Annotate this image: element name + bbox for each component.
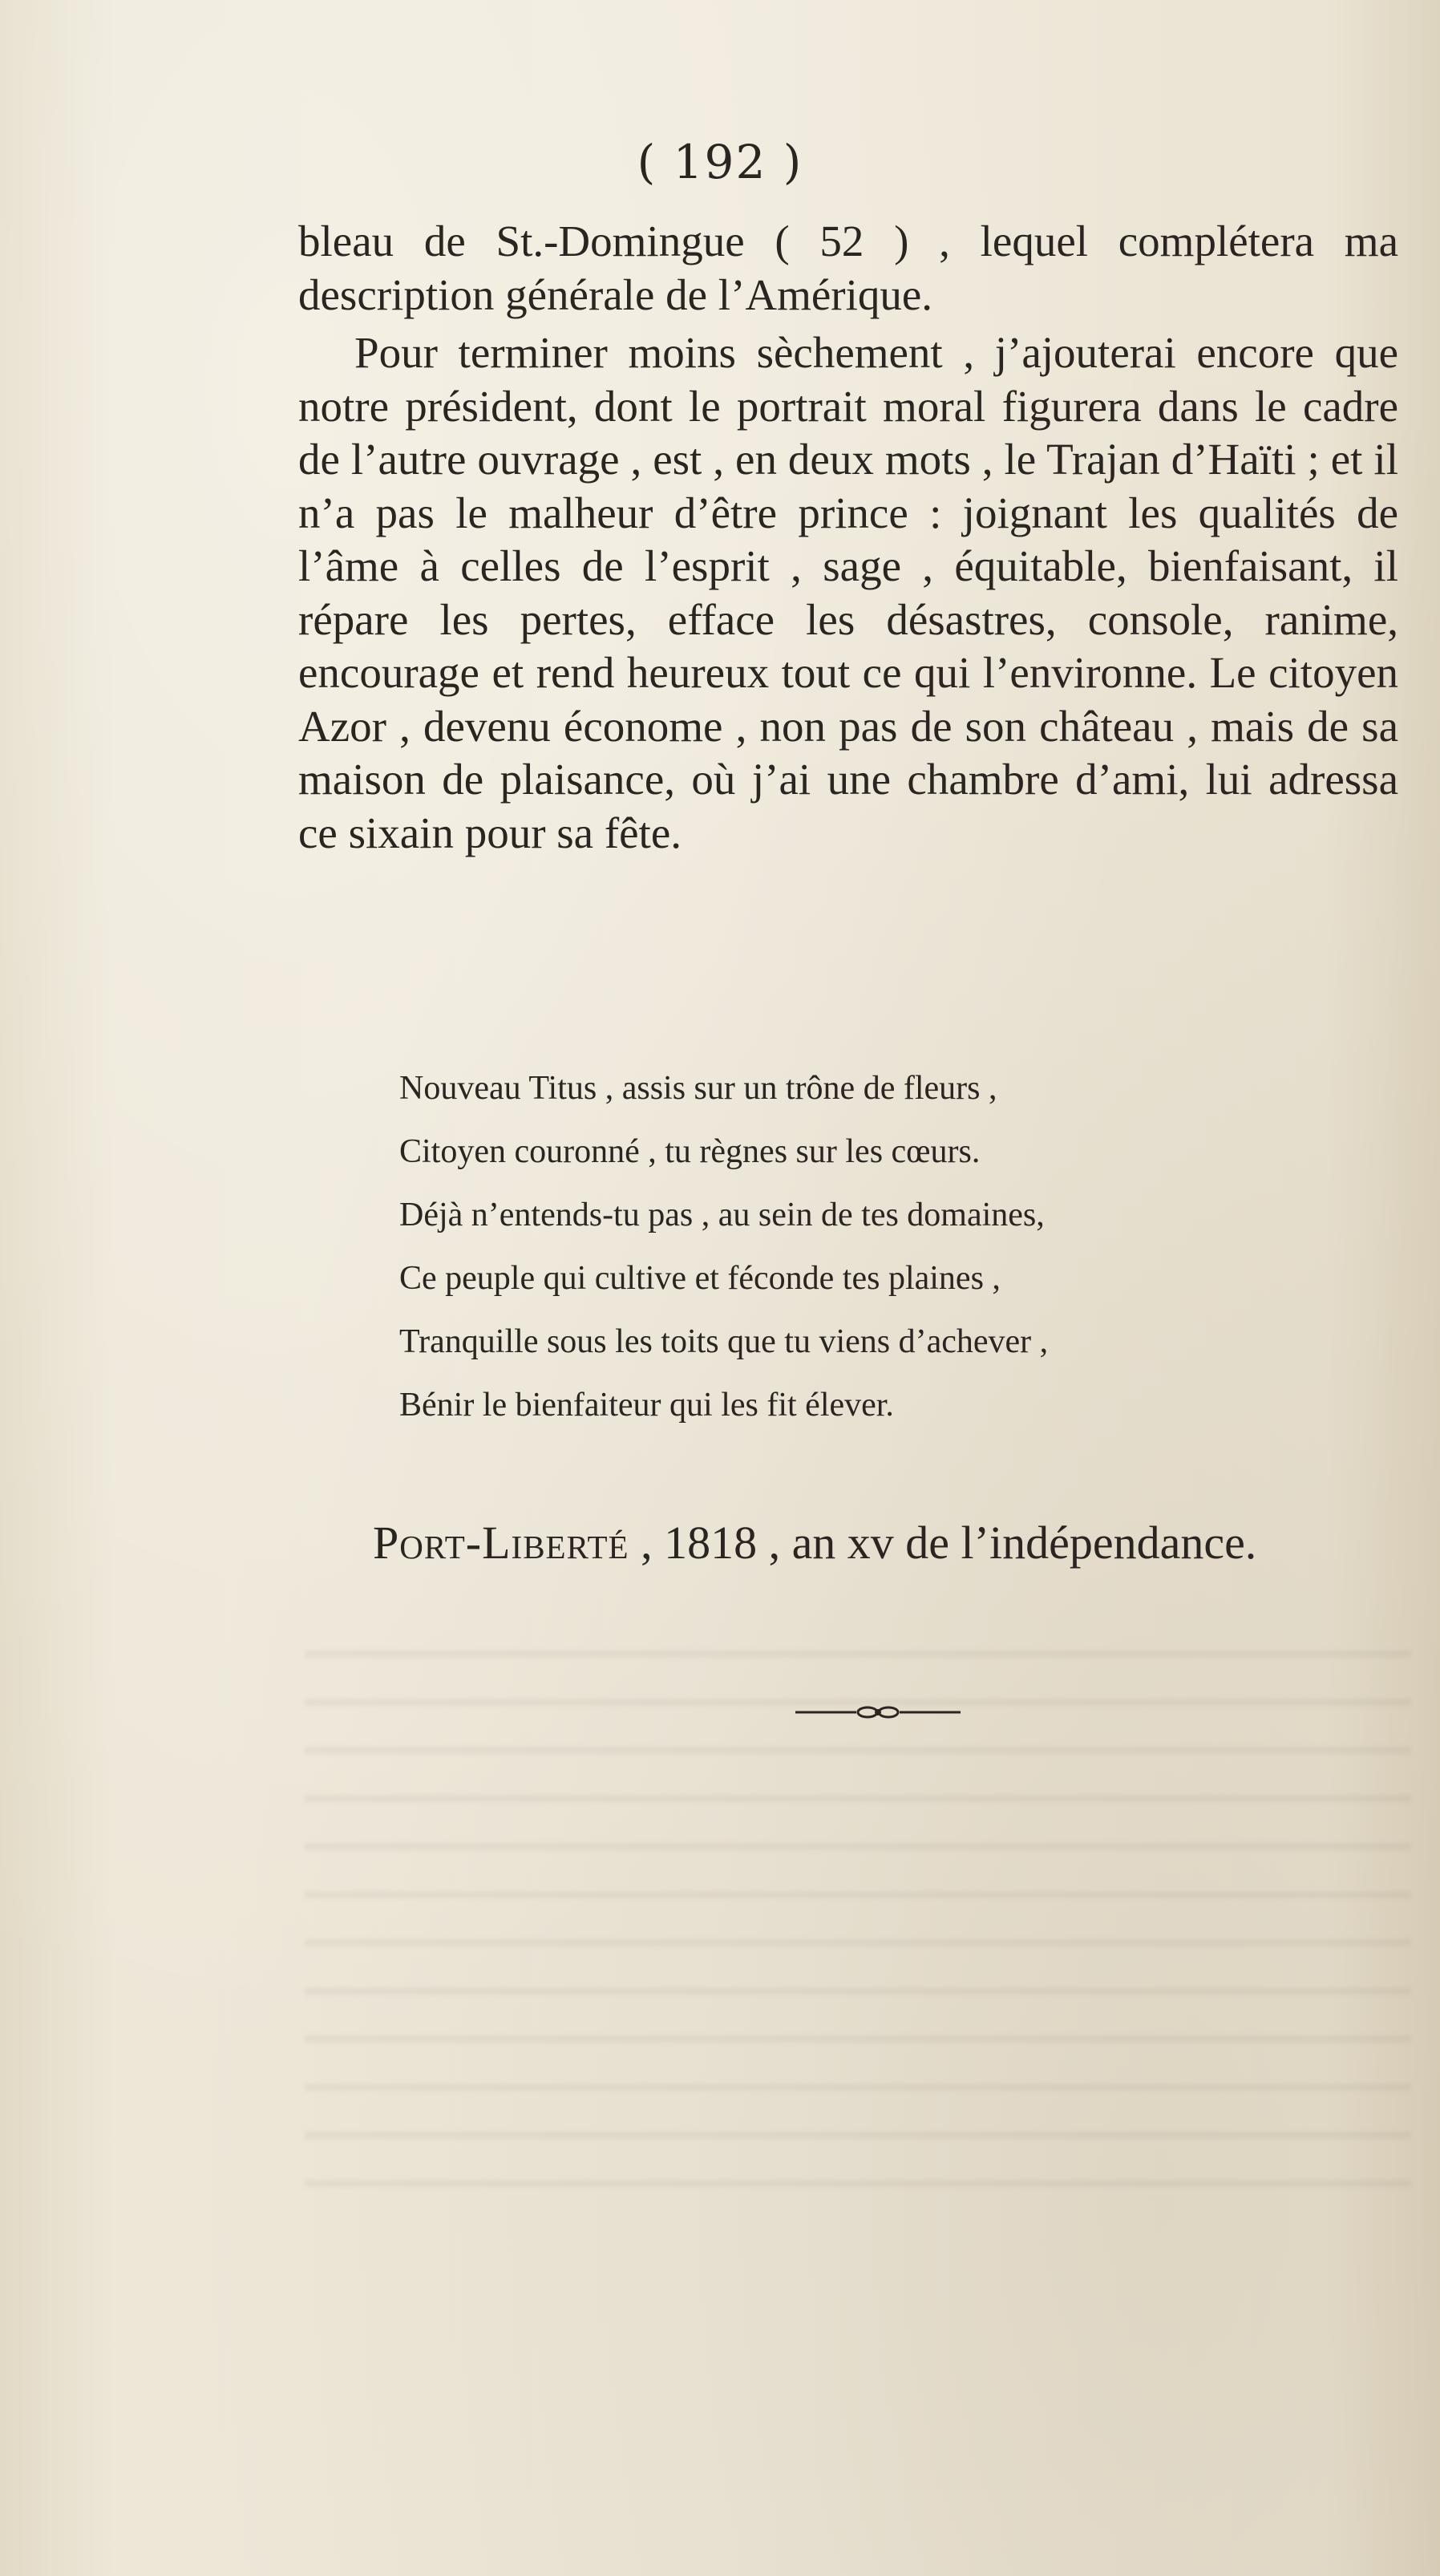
poem-sixain [399, 1057, 1361, 1437]
poem-line: Citoyen couronné , tu règnes sur les cœurs. [399, 1133, 981, 1170]
dateline-place: Port-Liberté [373, 1517, 629, 1569]
poem-line: Ce peuple qui cultive et féconde tes plaines , [399, 1260, 1001, 1297]
paragraph-main: Pour terminer moins sèchement , j’ajouterai encore que notre président, dont le portrait moral figurera dans le cadre de l’autre ouvrage , est , en deux mots , le Trajan d’Haïti ; et il n’a pas le malheur d’être prince : joignant les qualités de l’âme à celles de l’esprit , sage , équitable, bienfaisant, il répare les pertes, efface les désastres, console, ranime, encourage et rend heureux tout ce qui l’environne. Le citoyen Azor , devenu économe , non pas de son château , mais de sa maison de plaisance, où j’ai une chambre d’ami, lui adressa ce sixain pour sa fête. [298, 328, 1398, 857]
paragraph-continuation: bleau de St.-Domingue ( 52 ) , lequel complétera ma description générale de l’Amérique. [298, 217, 1398, 319]
poem-line: Nouveau Titus , assis sur un trône de fleurs , [399, 1070, 997, 1107]
ornament-divider-icon [794, 1700, 962, 1724]
dateline-date: , 1818 , an xv de l’indépendance. [641, 1517, 1257, 1569]
prose-body [298, 215, 1398, 860]
page-number: ( 192 ) [637, 135, 803, 189]
dateline [373, 1516, 1407, 1569]
poem-line: Bénir le bienfaiteur qui les fit élever. [399, 1387, 894, 1424]
poem-line: Déjà n’entends-tu pas , au sein de tes domaines, [399, 1197, 1045, 1233]
bleed-through-shadow [305, 1612, 1411, 2189]
poem-line: Tranquille sous les toits que tu viens d’achever , [399, 1323, 1049, 1360]
